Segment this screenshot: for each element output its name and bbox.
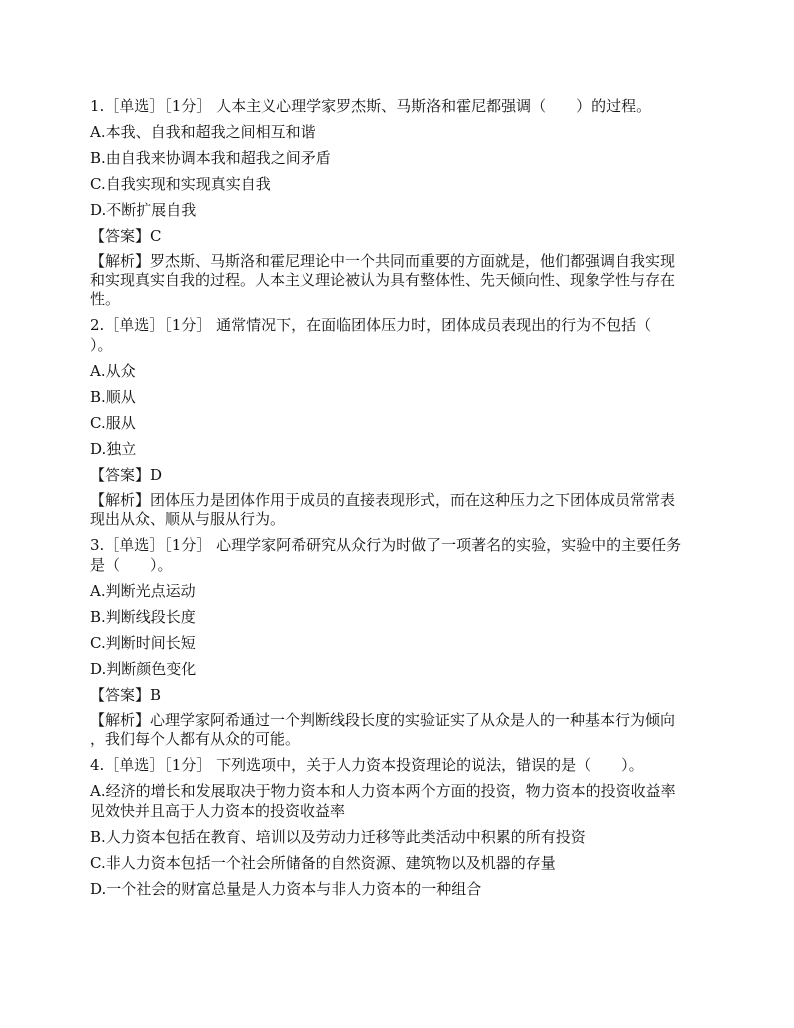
explanation-line: 【解析】心理学家阿希通过一个判断线段长度的实验证实了从众是人的一种基本行为倾向 [90, 711, 676, 729]
option-c: C.非人力资本包括一个社会所储备的自然资源、建筑物以及机器的存量 [90, 854, 556, 872]
option-d: D.判断颜色变化 [90, 660, 197, 678]
explanation-line: ，我们每个人都有从众的可能。 [90, 730, 301, 748]
explanation-line: 【解析】团体压力是团体作用于成员的直接表现形式，而在这种压力之下团体成员常常表 [90, 491, 676, 509]
option-b: B.判断线段长度 [90, 608, 196, 626]
option-b: B.人力资本包括在教育、培训以及劳动力迁移等此类活动中积累的所有投资 [90, 828, 586, 846]
answer: 【答案】B [90, 686, 162, 704]
explanation-line: 现出从众、顺从与服从行为。 [90, 510, 286, 528]
question-2 [90, 315, 710, 529]
option-c: C.自我实现和实现真实自我 [90, 175, 271, 193]
answer: 【答案】D [90, 466, 163, 484]
option-a: A.判断光点运动 [90, 582, 196, 600]
option-a [90, 781, 710, 821]
explanation-line: 性。 [90, 290, 121, 308]
question-stem: 4.［单选］［1分］ 下列选项中，关于人力资本投资理论的说法，错误的是（ ）。 [90, 756, 644, 774]
option-b: B.顺从 [90, 388, 136, 406]
question-stem: 1.［单选］［1分］ 人本主义心理学家罗杰斯、马斯洛和霍尼都强调（ ）的过程。 [90, 97, 652, 115]
explanation [90, 252, 710, 309]
question-4 [90, 755, 710, 899]
option-a: A.从众 [90, 362, 136, 380]
explanation [90, 491, 710, 529]
option-a-line: 见效快并且高于人力资本的投资收益率 [90, 802, 346, 820]
option-c: C.判断时间长短 [90, 634, 196, 652]
option-d: D.一个社会的财富总量是人力资本与非人力资本的一种组合 [90, 880, 482, 898]
explanation-line: 【解析】罗杰斯、马斯洛和霍尼理论中一个共同而重要的方面就是，他们都强调自我实现 [90, 252, 676, 270]
explanation-line: 和实现真实自我的过程。人本主义理论被认为具有整体性、先天倾向性、现象学性与存在 [90, 271, 676, 289]
option-b: B.由自我来协调本我和超我之间矛盾 [90, 149, 331, 167]
option-d: D.不断扩展自我 [90, 201, 197, 219]
question-stem: 3.［单选］［1分］ 心理学家阿希研究从众行为时做了一项著名的实验，实验中的主要任务 是（ ）。 [90, 536, 682, 574]
option-a: A.本我、自我和超我之间相互和谐 [90, 123, 316, 141]
question-stem: 2.［单选］［1分］ 通常情况下，在面临团体压力时，团体成员表现出的行为不包括（ ）。 [90, 316, 652, 354]
option-d: D.独立 [90, 440, 137, 458]
option-c: C.服从 [90, 414, 136, 432]
explanation [90, 711, 710, 749]
question-3 [90, 535, 710, 749]
question-1 [90, 96, 710, 309]
document-page [90, 96, 710, 905]
answer: 【答案】C [90, 227, 162, 245]
option-a-line: A.经济的增长和发展取决于物力资本和人力资本两个方面的投资，物力资本的投资收益率 [90, 782, 676, 800]
